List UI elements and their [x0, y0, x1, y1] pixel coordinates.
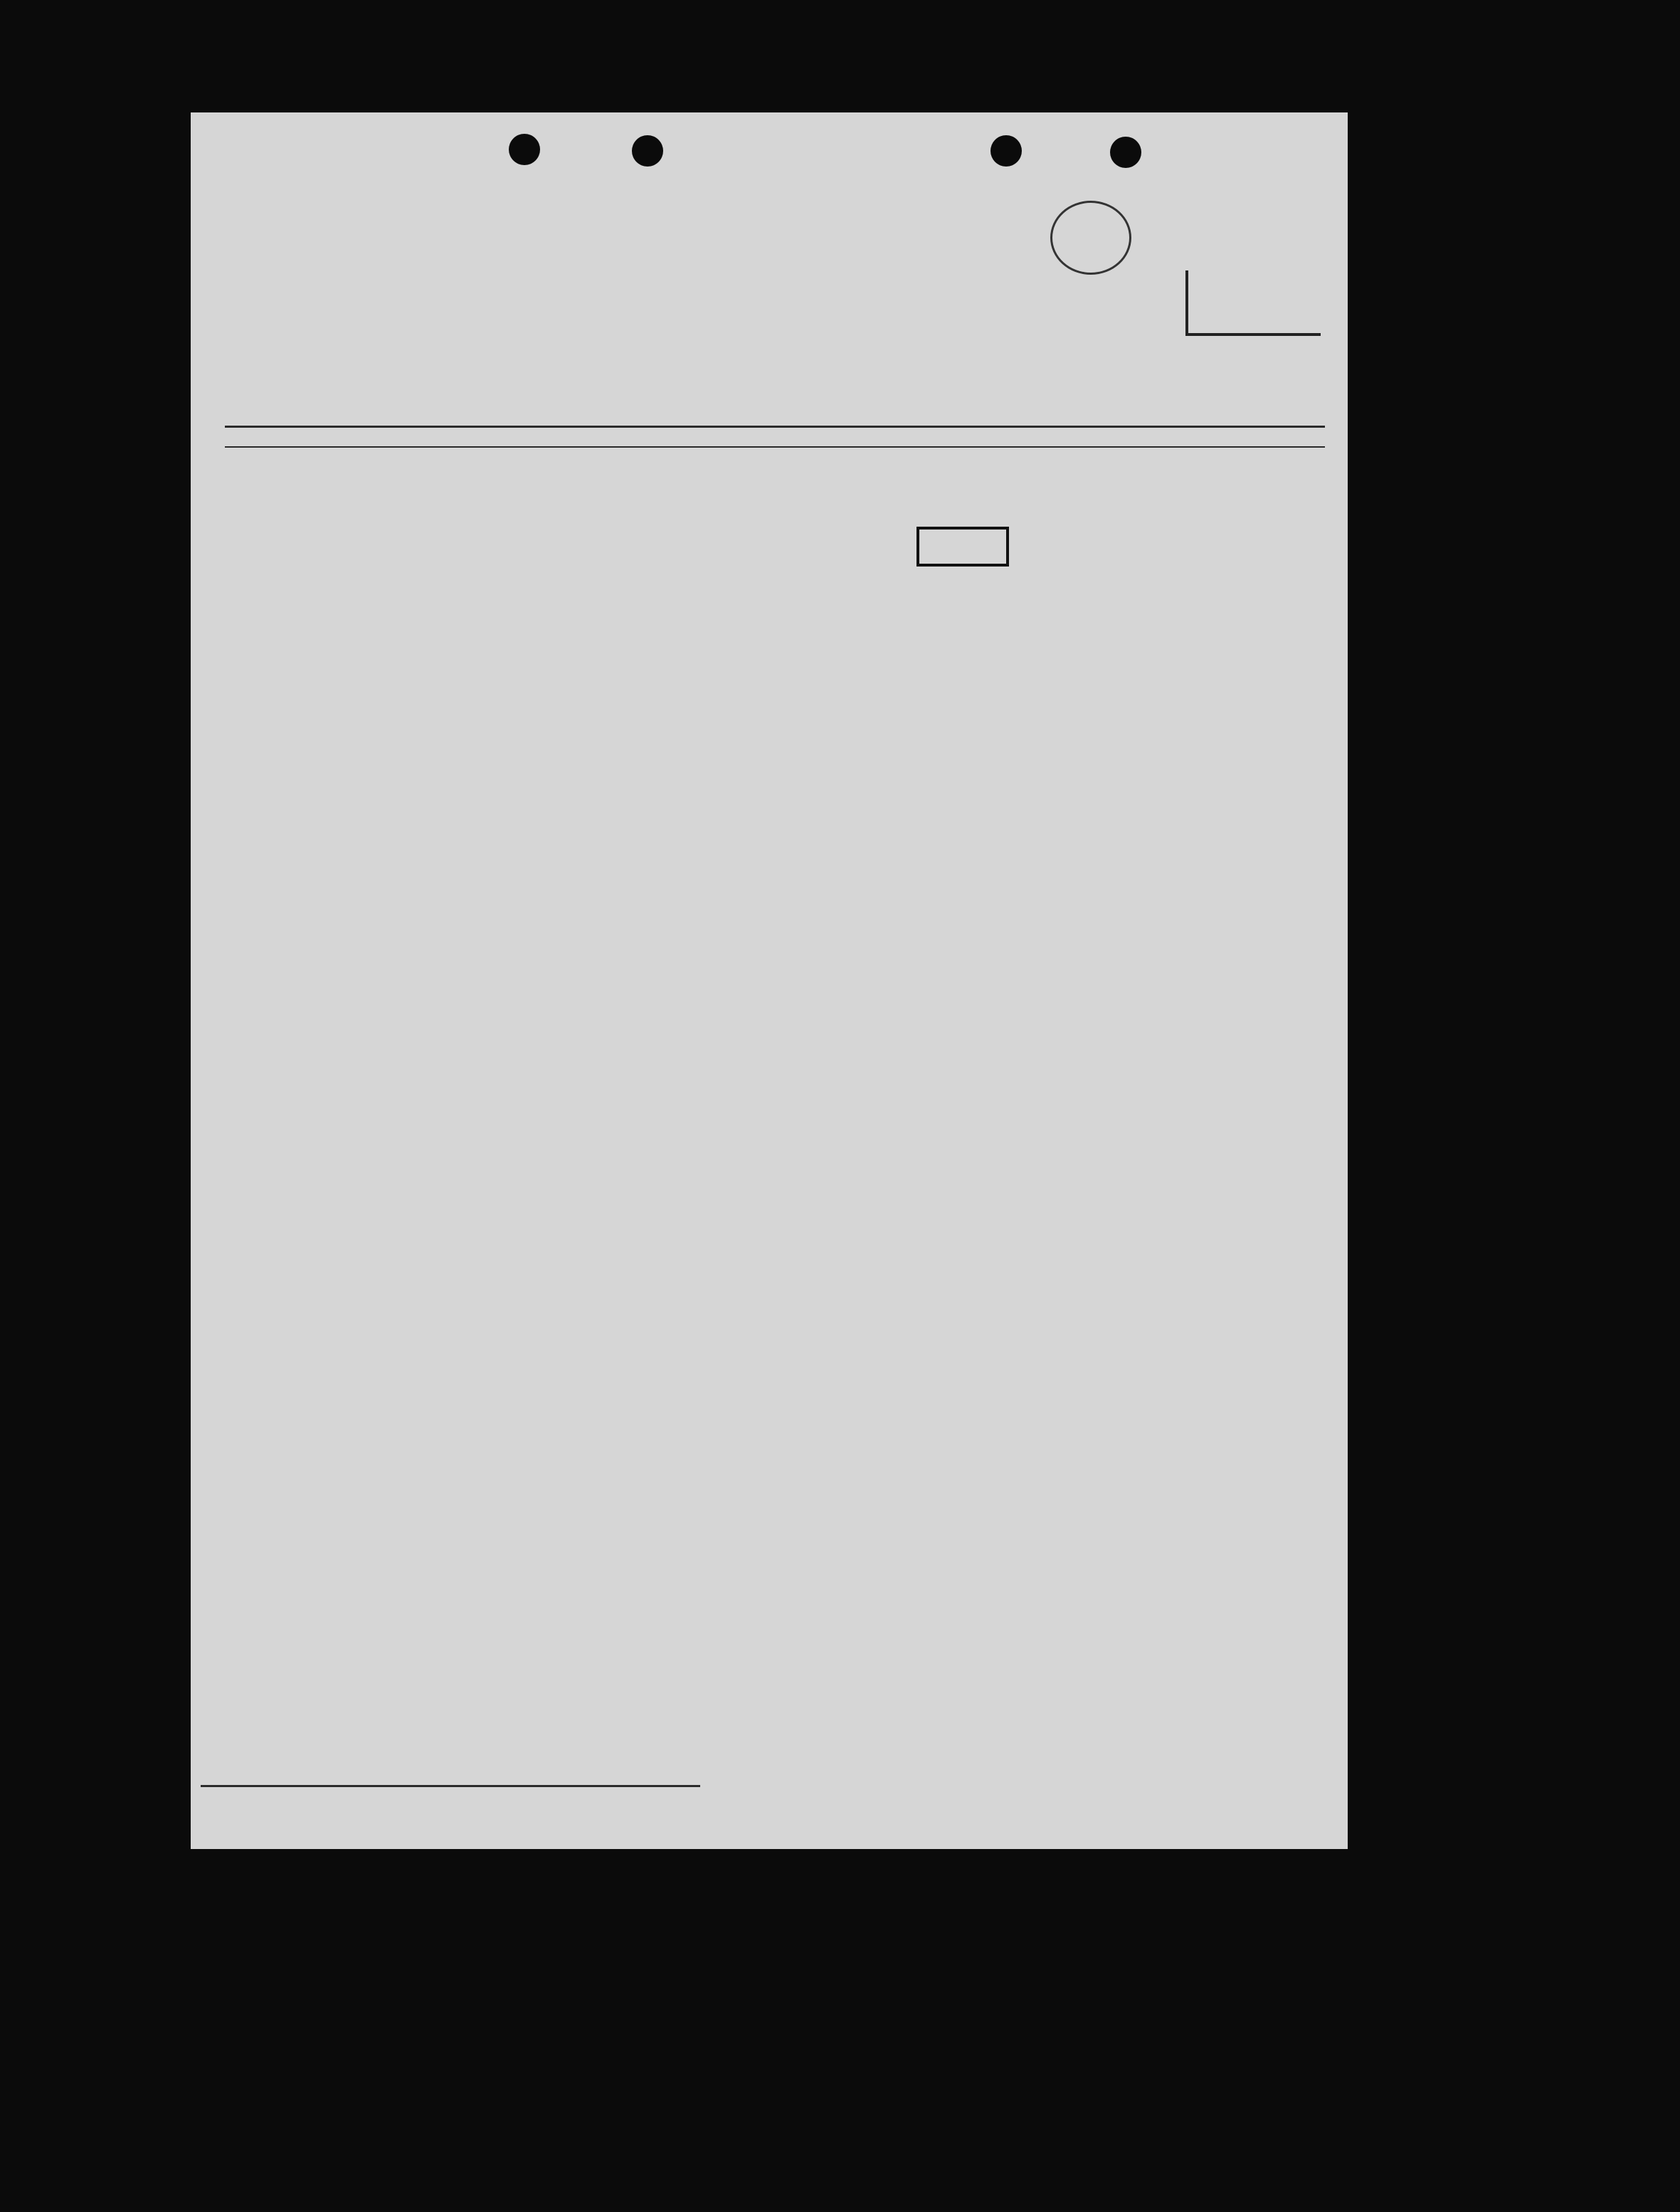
col-ms: [936, 491, 966, 502]
hand-time: [1022, 569, 1025, 606]
col-wt-ovwt: [1267, 490, 1321, 500]
prepared-by-rule: [201, 1785, 700, 1787]
col-no-bags: [1170, 490, 1213, 500]
citizen-stamp: [916, 527, 1009, 567]
col-nationality: [788, 491, 934, 502]
col-pers-wt: [1124, 490, 1167, 500]
col-bag-wt: [1214, 490, 1257, 500]
